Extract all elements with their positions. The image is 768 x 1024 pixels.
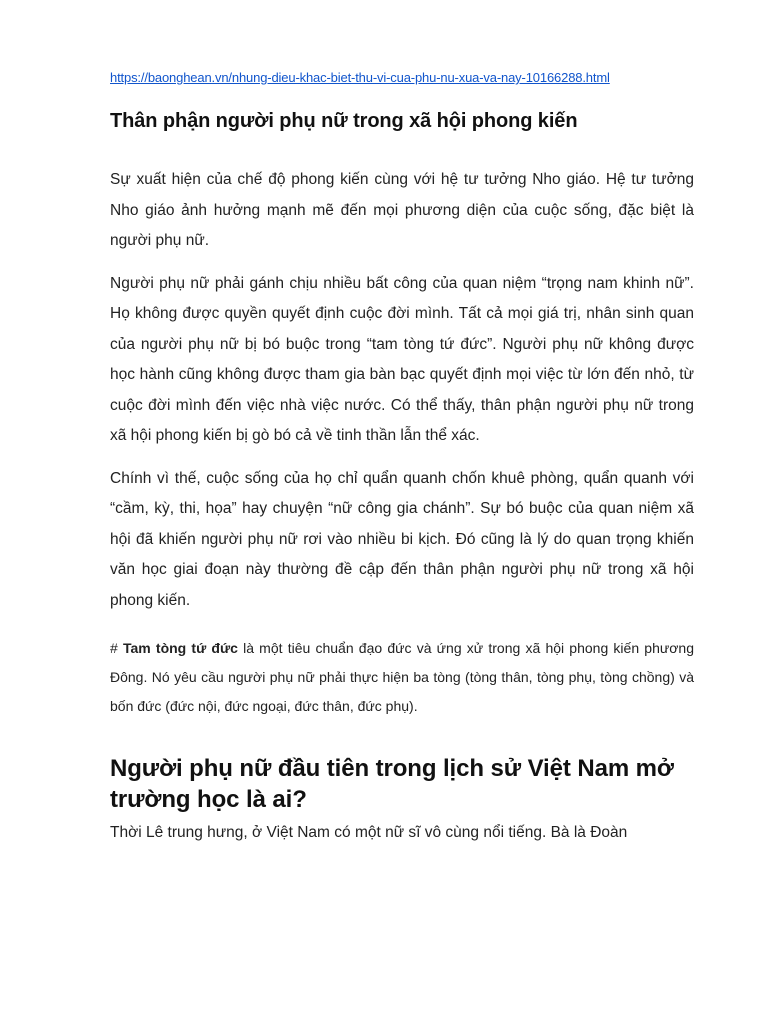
paragraph-life-confined: Chính vì thế, cuộc sống của họ chỉ quẩn quanh chốn khuê phòng, quẩn quanh với “cầm, kỳ, thi, họa” hay chuyện “nữ công gia chánh”. Sự bó buộc của quan niệm xã hội đã khiến người phụ nữ rơi vào nhiều bi kịch. Đó cũng là lý do quan trọng khiến văn học giai đoạn này thường đề cập đến thân phận người phụ nữ trong xã hội phong kiến. [110, 469, 694, 609]
document-page [110, 0, 694, 849]
section-heading-first-woman-school: Người phụ nữ đầu tiên trong lịch sử Việt Nam mở trường học là ai? [110, 755, 674, 813]
definition-note [110, 634, 694, 721]
note-term: Tam tòng tứ đức [122, 640, 238, 656]
section-heading-status-of-women: Thân phận người phụ nữ trong xã hội phong kiến [110, 110, 578, 132]
paragraph-confucianism-intro: Sự xuất hiện của chế độ phong kiến cùng với hệ tư tưởng Nho giáo. Hệ tư tưởng Nho giáo ảnh hưởng mạnh mẽ đến mọi phương diện của cuộc sống, đặc biệt là người phụ nữ. [110, 171, 694, 249]
note-prefix: # [110, 640, 123, 656]
paragraph-injustice: Người phụ nữ phải gánh chịu nhiều bất công của quan niệm “trọng nam khinh nữ”. Họ không được quyền quyết định cuộc đời mình. Tất cả mọi giá trị, nhân sinh quan của người phụ nữ bị bó buộc trong “tam tòng tứ đức”. Người phụ nữ không được học hành cũng không được tham gia bàn bạc quyết định mọi việc từ lớn đến nhỏ, từ cuộc đời mình đến việc nhà việc nước. Có thể thấy, thân phận người phụ nữ trong xã hội phong kiến bị gò bó cả về tinh thần lẫn thể xác. [110, 274, 694, 444]
source-link[interactable]: https://baonghean.vn/nhung-dieu-khac-biet-thu-vi-cua-phu-nu-xua-va-nay-10166288.html [110, 70, 610, 85]
note-text: là một tiêu chuẩn đạo đức và ứng xử trong xã hội phong kiến phương Đông. Nó yêu cầu người phụ nữ phải thực hiện ba tòng (tòng thân, tòng phụ, tòng chồng) và bốn đức (đức nội, đức ngoại, đức thân, đức phụ). [110, 640, 695, 714]
paragraph-le-dynasty: Thời Lê trung hưng, ở Việt Nam có một nữ sĩ vô cùng nổi tiếng. Bà là Đoàn [110, 824, 628, 841]
